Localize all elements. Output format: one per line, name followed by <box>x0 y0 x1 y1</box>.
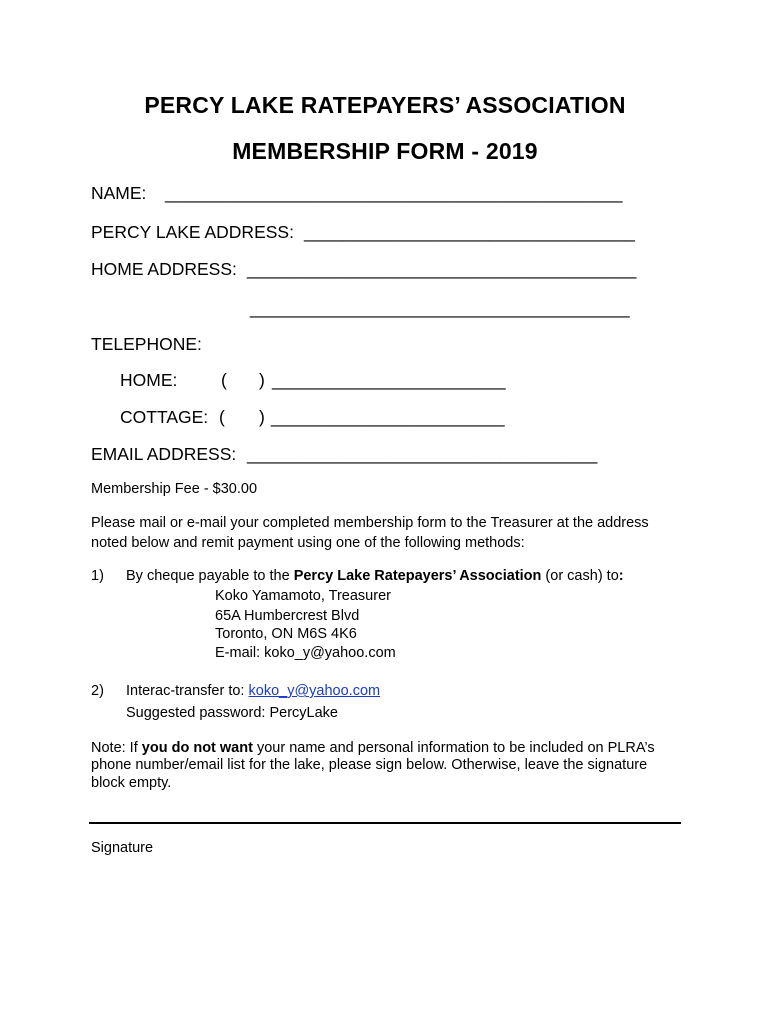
home-phone-label: HOME: <box>120 370 178 390</box>
cottage-phone-area-open: ( <box>219 407 225 427</box>
cottage-phone-label: COTTAGE: <box>120 407 209 427</box>
email-address-field[interactable]: ____________________________________ <box>247 444 598 464</box>
treasurer-city: Toronto, ON M6S 4K6 <box>215 626 357 642</box>
instructions-line-1: Please mail or e-mail your completed membership form to the Treasurer at the address <box>91 515 649 531</box>
signature-label: Signature <box>91 840 154 856</box>
method-2-text <box>126 681 380 701</box>
name-label: NAME: <box>91 183 147 203</box>
note-line-3: block empty. <box>91 775 172 791</box>
home-phone-area-close: ) <box>259 370 265 390</box>
note-suffix: your name and personal information to be included on PLRA’s <box>252 740 655 756</box>
treasurer-name: Koko Yamamoto, Treasurer <box>215 588 391 604</box>
note-prefix: Note: If <box>91 740 142 756</box>
signature-line[interactable] <box>89 822 681 824</box>
method-1-colon: : <box>618 568 624 584</box>
email-address-label: EMAIL ADDRESS: <box>91 444 237 464</box>
home-phone-area-open: ( <box>221 370 227 390</box>
association-name: Percy Lake Ratepayers’ Association <box>293 568 542 584</box>
method-1-number: 1) <box>91 568 104 584</box>
note-emphasis: you do not want <box>141 740 253 756</box>
form-title: PERCY LAKE RATEPAYERS’ ASSOCIATION <box>144 92 626 118</box>
method-2-prefix: Interac-transfer to: <box>126 683 249 699</box>
instructions-line-2: noted below and remit payment using one of the following methods: <box>91 535 525 551</box>
name-field[interactable]: _______________________________________________ <box>165 183 623 203</box>
suggested-password: Suggested password: PercyLake <box>126 705 338 721</box>
home-address-field[interactable]: ________________________________________ <box>247 259 637 279</box>
percy-lake-address-field[interactable]: __________________________________ <box>304 222 635 242</box>
form-subtitle: MEMBERSHIP FORM - 2019 <box>232 138 538 164</box>
method-1-prefix: By cheque payable to the <box>126 568 294 584</box>
home-address-field-line2[interactable]: _______________________________________ <box>250 298 630 318</box>
treasurer-email: E-mail: koko_y@yahoo.com <box>215 645 396 661</box>
membership-fee: Membership Fee - $30.00 <box>91 481 258 497</box>
method-1-suffix: (or cash) to <box>541 568 619 584</box>
method-1-text <box>126 566 624 586</box>
treasurer-street: 65A Humbercrest Blvd <box>215 608 360 624</box>
home-phone-field[interactable]: ________________________ <box>272 370 506 390</box>
interac-email-link[interactable]: koko_y@yahoo.com <box>248 683 381 699</box>
cottage-phone-field[interactable]: ________________________ <box>271 407 505 427</box>
telephone-label: TELEPHONE: <box>91 334 202 354</box>
home-address-label: HOME ADDRESS: <box>91 259 237 279</box>
method-2-number: 2) <box>91 683 104 699</box>
note-line-2: phone number/email list for the lake, please sign below. Otherwise, leave the signature <box>91 757 648 773</box>
percy-lake-address-label: PERCY LAKE ADDRESS: <box>91 222 294 242</box>
cottage-phone-area-close: ) <box>259 407 265 427</box>
